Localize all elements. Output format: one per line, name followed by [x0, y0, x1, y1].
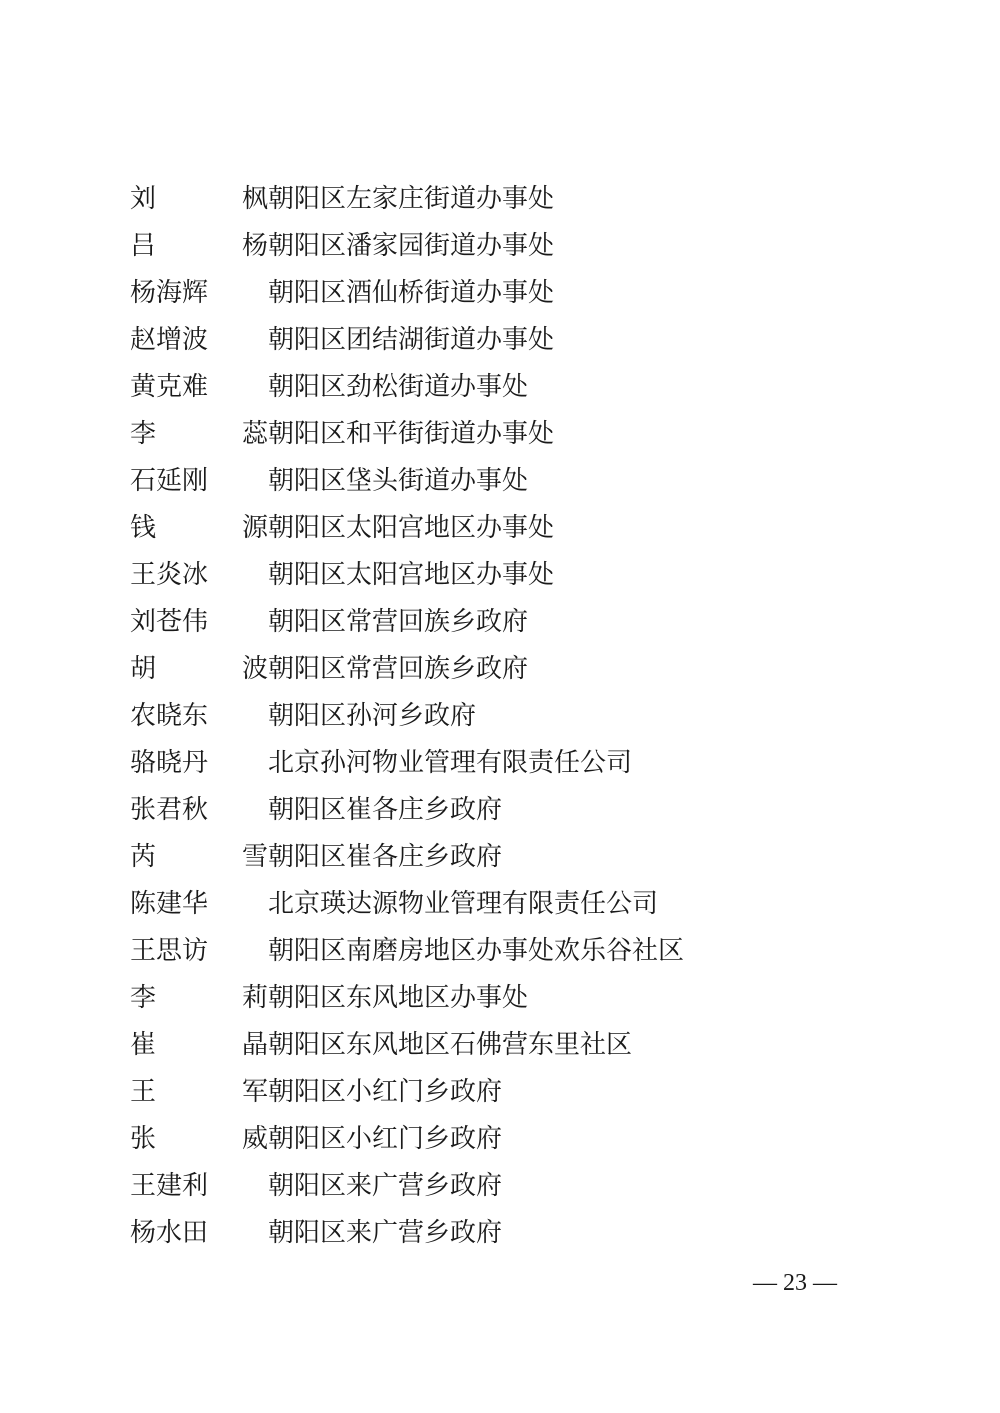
- list-item: [130, 599, 830, 646]
- person-name: [130, 364, 268, 411]
- person-name: [130, 1116, 268, 1163]
- given-name: 波: [241, 654, 268, 684]
- list-item: [130, 1116, 830, 1163]
- list-item: [130, 928, 830, 975]
- person-name: [130, 646, 268, 693]
- given-name: 晶: [241, 1030, 268, 1060]
- given-name: 杨: [241, 231, 268, 261]
- list-item: [130, 364, 830, 411]
- surname: 吕: [130, 231, 157, 261]
- person-name: [130, 599, 268, 646]
- full-name: 骆晓丹: [130, 748, 209, 778]
- full-name: 王建利: [130, 1171, 209, 1201]
- list-item: [130, 1022, 830, 1069]
- page-number: — 23 —: [753, 1270, 837, 1296]
- full-name: 杨海辉: [130, 278, 209, 308]
- organization-name: 北京孙河物业管理有限责任公司: [268, 748, 633, 778]
- organization-name: 朝阳区崔各庄乡政府: [268, 842, 503, 872]
- full-name: 杨水田: [130, 1218, 209, 1248]
- surname: 张: [130, 1124, 157, 1154]
- list-item: [130, 505, 830, 552]
- person-name: [130, 975, 268, 1022]
- list-item: [130, 1210, 830, 1257]
- given-name: 威: [241, 1124, 268, 1154]
- organization-name: 朝阳区孙河乡政府: [268, 701, 477, 731]
- person-name: [130, 1163, 268, 1210]
- list-item: [130, 176, 830, 223]
- organization-name: 朝阳区酒仙桥街道办事处: [268, 278, 555, 308]
- organization-name: 朝阳区常营回族乡政府: [268, 654, 529, 684]
- person-name: [130, 740, 268, 787]
- surname: 崔: [130, 1030, 157, 1060]
- list-item: [130, 975, 830, 1022]
- full-name: 王思访: [130, 936, 209, 966]
- list-item: [130, 1069, 830, 1116]
- person-name: [130, 928, 268, 975]
- full-name: 农晓东: [130, 701, 209, 731]
- organization-name: 朝阳区垡头街道办事处: [268, 466, 529, 496]
- organization-name: 朝阳区小红门乡政府: [268, 1124, 503, 1154]
- list-item: [130, 693, 830, 740]
- list-item: [130, 740, 830, 787]
- organization-name: 朝阳区左家庄街道办事处: [268, 184, 555, 214]
- surname: 王: [130, 1077, 157, 1107]
- person-name: [130, 223, 268, 270]
- surname: 刘: [130, 184, 157, 214]
- organization-name: 朝阳区团结湖街道办事处: [268, 325, 555, 355]
- organization-name: 朝阳区东风地区办事处: [268, 983, 529, 1013]
- list-item: [130, 317, 830, 364]
- person-name: [130, 1022, 268, 1069]
- given-name: 枫: [241, 184, 268, 214]
- organization-name: 朝阳区来广营乡政府: [268, 1218, 503, 1248]
- surname: 李: [130, 419, 157, 449]
- person-name: [130, 270, 268, 317]
- list-item: [130, 646, 830, 693]
- surname: 李: [130, 983, 157, 1013]
- list-item: [130, 223, 830, 270]
- person-name: [130, 787, 268, 834]
- full-name: 张君秋: [130, 795, 209, 825]
- given-name: 雪: [241, 842, 268, 872]
- organization-name: 朝阳区小红门乡政府: [268, 1077, 503, 1107]
- person-name: [130, 834, 268, 881]
- person-name: [130, 411, 268, 458]
- organization-name: 朝阳区和平街街道办事处: [268, 419, 555, 449]
- person-name: [130, 505, 268, 552]
- full-name: 石延刚: [130, 466, 209, 496]
- surname: 芮: [130, 842, 157, 872]
- full-name: 王炎冰: [130, 560, 209, 590]
- list-item: [130, 1163, 830, 1210]
- list-item: [130, 552, 830, 599]
- list-item: [130, 834, 830, 881]
- organization-name: 朝阳区来广营乡政府: [268, 1171, 503, 1201]
- surname: 胡: [130, 654, 157, 684]
- list-item: [130, 411, 830, 458]
- organization-name: 北京瑛达源物业管理有限责任公司: [268, 889, 659, 919]
- person-name: [130, 458, 268, 505]
- full-name: 陈建华: [130, 889, 209, 919]
- list-item: [130, 458, 830, 505]
- list-item: [130, 270, 830, 317]
- person-name: [130, 176, 268, 223]
- person-name: [130, 693, 268, 740]
- given-name: 军: [241, 1077, 268, 1107]
- organization-name: 朝阳区常营回族乡政府: [268, 607, 529, 637]
- organization-name: 朝阳区劲松街道办事处: [268, 372, 529, 402]
- given-name: 蕊: [241, 419, 268, 449]
- person-name: [130, 1210, 268, 1257]
- surname: 钱: [130, 513, 157, 543]
- organization-name: 朝阳区南磨房地区办事处欢乐谷社区: [268, 936, 685, 966]
- given-name: 莉: [241, 983, 268, 1013]
- organization-name: 朝阳区潘家园街道办事处: [268, 231, 555, 261]
- organization-name: 朝阳区崔各庄乡政府: [268, 795, 503, 825]
- person-name: [130, 317, 268, 364]
- full-name: 黄克难: [130, 372, 209, 402]
- full-name: 赵增波: [130, 325, 209, 355]
- name-organization-list: [130, 176, 830, 1257]
- given-name: 源: [241, 513, 268, 543]
- organization-name: 朝阳区东风地区石佛营东里社区: [268, 1030, 633, 1060]
- list-item: [130, 787, 830, 834]
- person-name: [130, 881, 268, 928]
- organization-name: 朝阳区太阳宫地区办事处: [268, 560, 555, 590]
- organization-name: 朝阳区太阳宫地区办事处: [268, 513, 555, 543]
- person-name: [130, 552, 268, 599]
- person-name: [130, 1069, 268, 1116]
- list-item: [130, 881, 830, 928]
- full-name: 刘苍伟: [130, 607, 209, 637]
